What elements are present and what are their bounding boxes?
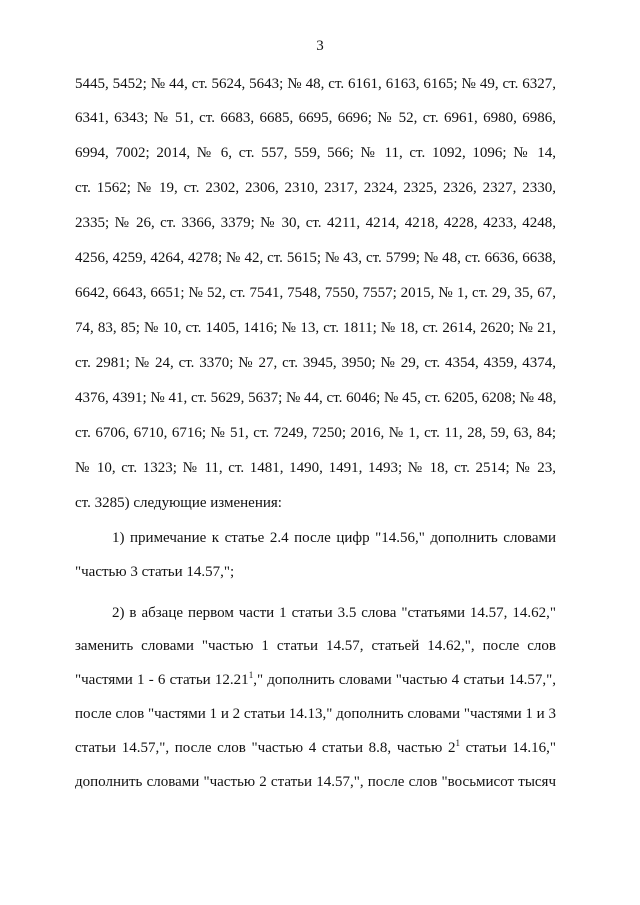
text-line: 5445, 5452; № 44, ст. 5624, 5643; № 48, ст. 6161, 6163, 6165; № 49, ст. 6327, [75,76,556,92]
text-line: 6341, 6343; № 51, ст. 6683, 6685, 6695, 6696; № 52, ст. 6961, 6980, 6986, [75,110,556,126]
text-line: 1) примечание к статье 2.4 после цифр "14.56," дополнить словами [112,530,556,546]
text-line: ст. 6706, 6710, 6716; № 51, ст. 7249, 7250; 2016, № 1, ст. 11, 28, 59, 63, 84; [75,425,556,441]
text-fragment: статьи 14.57,", после слов "частью 4 статьи 8.8, частью 2 [75,740,456,756]
text-line: после слов "частями 1 и 2 статьи 14.13," дополнить словами "частями 1 и 3 [75,706,556,722]
text-line: ст. 1562; № 19, ст. 2302, 2306, 2310, 2317, 2324, 2325, 2326, 2327, 2330, [75,180,556,196]
text-line [75,739,556,757]
superscript: 1 [248,670,254,680]
text-line [75,671,556,689]
text-line: дополнить словами "частью 2 статьи 14.57,", после слов "восьмисот тысяч [75,774,556,790]
page-number: 3 [316,38,324,54]
text-line: заменить словами "частью 1 статьи 14.57, статьей 14.62,", после слов [75,638,556,654]
text-fragment: статьи 14.16," [459,740,556,756]
text-line: 74, 83, 85; № 10, ст. 1405, 1416; № 13, ст. 1811; № 18, ст. 2614, 2620; № 21, [75,320,556,336]
text-line: 2335; № 26, ст. 3366, 3379; № 30, ст. 4211, 4214, 4218, 4228, 4233, 4248, [75,215,556,231]
text-line: 6994, 7002; 2014, № 6, ст. 557, 559, 566; № 11, ст. 1092, 1096; № 14, [75,145,556,161]
text-line: "частью 3 статьи 14.57,"; [75,564,235,580]
text-line: 2) в абзаце первом части 1 статьи 3.5 слова "статьями 14.57, 14.62," [112,605,556,621]
text-line: 6642, 6643, 6651; № 52, ст. 7541, 7548, 7550, 7557; 2015, № 1, ст. 29, 35, 67, [75,285,556,301]
text-line: ст. 3285) следующие изменения: [75,495,282,511]
text-line: 4376, 4391; № 41, ст. 5629, 5637; № 44, ст. 6046; № 45, ст. 6205, 6208; № 48, [75,390,557,406]
text-fragment: ," дополнить словами "частью 4 статьи 14.57,", [253,672,557,688]
text-line: 4256, 4259, 4264, 4278; № 42, ст. 5615; № 43, ст. 5799; № 48, ст. 6636, 6638, [75,250,556,266]
text-fragment: "частями 1 - 6 статьи 12.21 [75,672,249,688]
text-line: № 10, ст. 1323; № 11, ст. 1481, 1490, 1491, 1493; № 18, ст. 2514; № 23, [75,460,556,476]
text-line: ст. 2981; № 24, ст. 3370; № 27, ст. 3945, 3950; № 29, ст. 4354, 4359, 4374, [75,355,556,371]
superscript: 1 [455,738,460,748]
